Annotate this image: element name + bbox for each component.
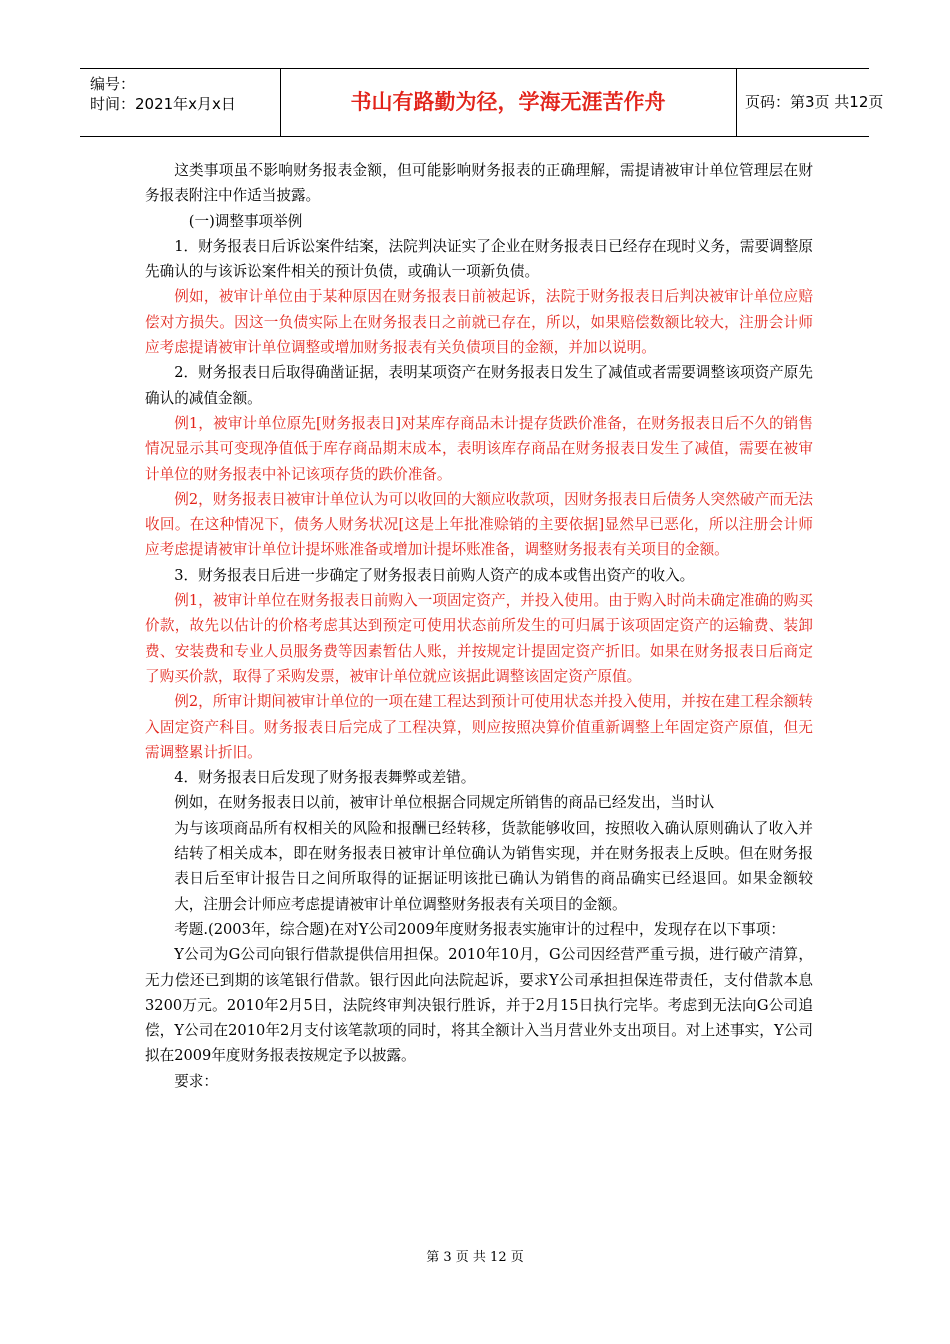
document-body [145, 158, 813, 1094]
paragraph: 4．财务报表日后发现了财务报表舞弊或差错。 [174, 769, 476, 787]
paragraph: 例1，被审计单位原先[财务报表日]对某库存商品未计提存货跌价准备，在财务报表日后不久的销售情况显示其可变现净值低于库存商品期末成本，表明该库存商品在财务报表日发生了减值，需要在被审计单位的财务报表中补记该项存货的跌价准备。 [145, 414, 813, 483]
paragraph: Y公司为G公司向银行借款提供信用担保。2010年10月，G公司因经营严重亏损，进行破产清算，无力偿还已到期的该笔银行借款。银行因此向法院起诉，要求Y公司承担担保连带责任，支付借款本息3200万元。2010年2月5日，法院终审判决银行胜诉，并于2月15日执行完毕。考虑到无法向G公司追偿，Y公司在2010年2月支付该笔款项的同时，将其全额计入当月营业外支出项目。对上述事实，Y公司拟在2009年度财务报表按规定予以披露。 [145, 946, 813, 1065]
paragraph: 为与该项商品所有权相关的风险和报酬已经转移，货款能够收回，按照收入确认原则确认了收入并结转了相关成本，即在财务报表日被审计单位确认为销售实现，并在财务报表上反映。但在财务报表日后至审计报告日之间所取得的证据证明该批已确认为销售的商品确实已经退回。如果金额较大，注册会计师应考虑提请被审计单位调整财务报表有关项目的金额。 [174, 819, 813, 913]
paragraph: (一)调整事项举例 [188, 212, 303, 230]
header-page-label: 页码：第3页 共12页 [745, 93, 884, 111]
page-header [80, 68, 884, 137]
paragraph: 考题.(2003年，综合题)在对Y公司2009年度财务报表实施审计的过程中，发现存在以下事项： [174, 920, 785, 938]
paragraph: 例2，财务报表日被审计单位认为可以收回的大额应收款项，因财务报表日后债务人突然破产而无法收回。在这种情况下，债务人财务状况[这是上年批准赊销的主要依据]显然早已恶化，所以注册会计师应考虑提请被审计单位计提坏账准备或增加计提坏账准备，调整财务报表有关项目的金额。 [145, 490, 813, 559]
header-motto: 书山有路勤为径，学海无涯苦作舟 [280, 69, 737, 136]
paragraph: 例1，被审计单位在财务报表日前购入一项固定资产，并投入使用。由于购入时尚未确定准确的购买价款，故先以估计的价格考虑其达到预定可使用状态前所发生的可归属于该项固定资产的运输费、装卸费、安装费和专业人员服务费等因素暂估人账，并按规定计提固定资产折旧。如果在财务报表日后商定了购买价款，取得了采购发票，被审计单位就应该据此调整该固定资产原值。 [145, 592, 813, 685]
paragraph: 1．财务报表日后诉讼案件结案，法院判决证实了企业在财务报表日已经存在现时义务，需要调整原先确认的与该诉讼案件相关的预计负债，或确认一项新负债。 [145, 237, 813, 281]
paragraph: 要求： [174, 1072, 218, 1090]
paragraph: 2．财务报表日后取得确凿证据，表明某项资产在财务报表日发生了减值或者需要调整该项资产原先确认的减值金额。 [145, 364, 813, 407]
paragraph: 这类事项虽不影响财务报表金额，但可能影响财务报表的正确理解，需提请被审计单位管理层在财务报表附注中作适当披露。 [145, 162, 813, 205]
paragraph: 例2，所审计期间被审计单位的一项在建工程达到预计可使用状态并投入使用，并按在建工程余额转入固定资产科目。财务报表日后完成了工程决算，则应按照决算价值重新调整上年固定资产原值，但无需调整累计折旧。 [145, 693, 813, 761]
paragraph: 例如，在财务报表日以前，被审计单位根据合同规定所销售的商品已经发出，当时认 [174, 794, 715, 812]
paragraph: 3．财务报表日后进一步确定了财务报表日前购人资产的成本或售出资产的收入。 [174, 566, 695, 584]
paragraph: 例如，被审计单位由于某种原因在财务报表日前被起诉，法院于财务报表日后判决被审计单位应赔偿对方损失。因这一负债实际上在财务报表日之前就已存在，所以，如果赔偿数额比较大，注册会计师应考虑提请被审计单位调整或增加财务报表有关负债项目的金额，并加以说明。 [145, 288, 813, 357]
date-label: 时间：2021年x月x日 [90, 95, 236, 113]
number-label: 编号： [90, 75, 136, 93]
header-meta [80, 69, 281, 136]
page-footer: 第 3 页 共 12 页 [426, 1250, 524, 1265]
